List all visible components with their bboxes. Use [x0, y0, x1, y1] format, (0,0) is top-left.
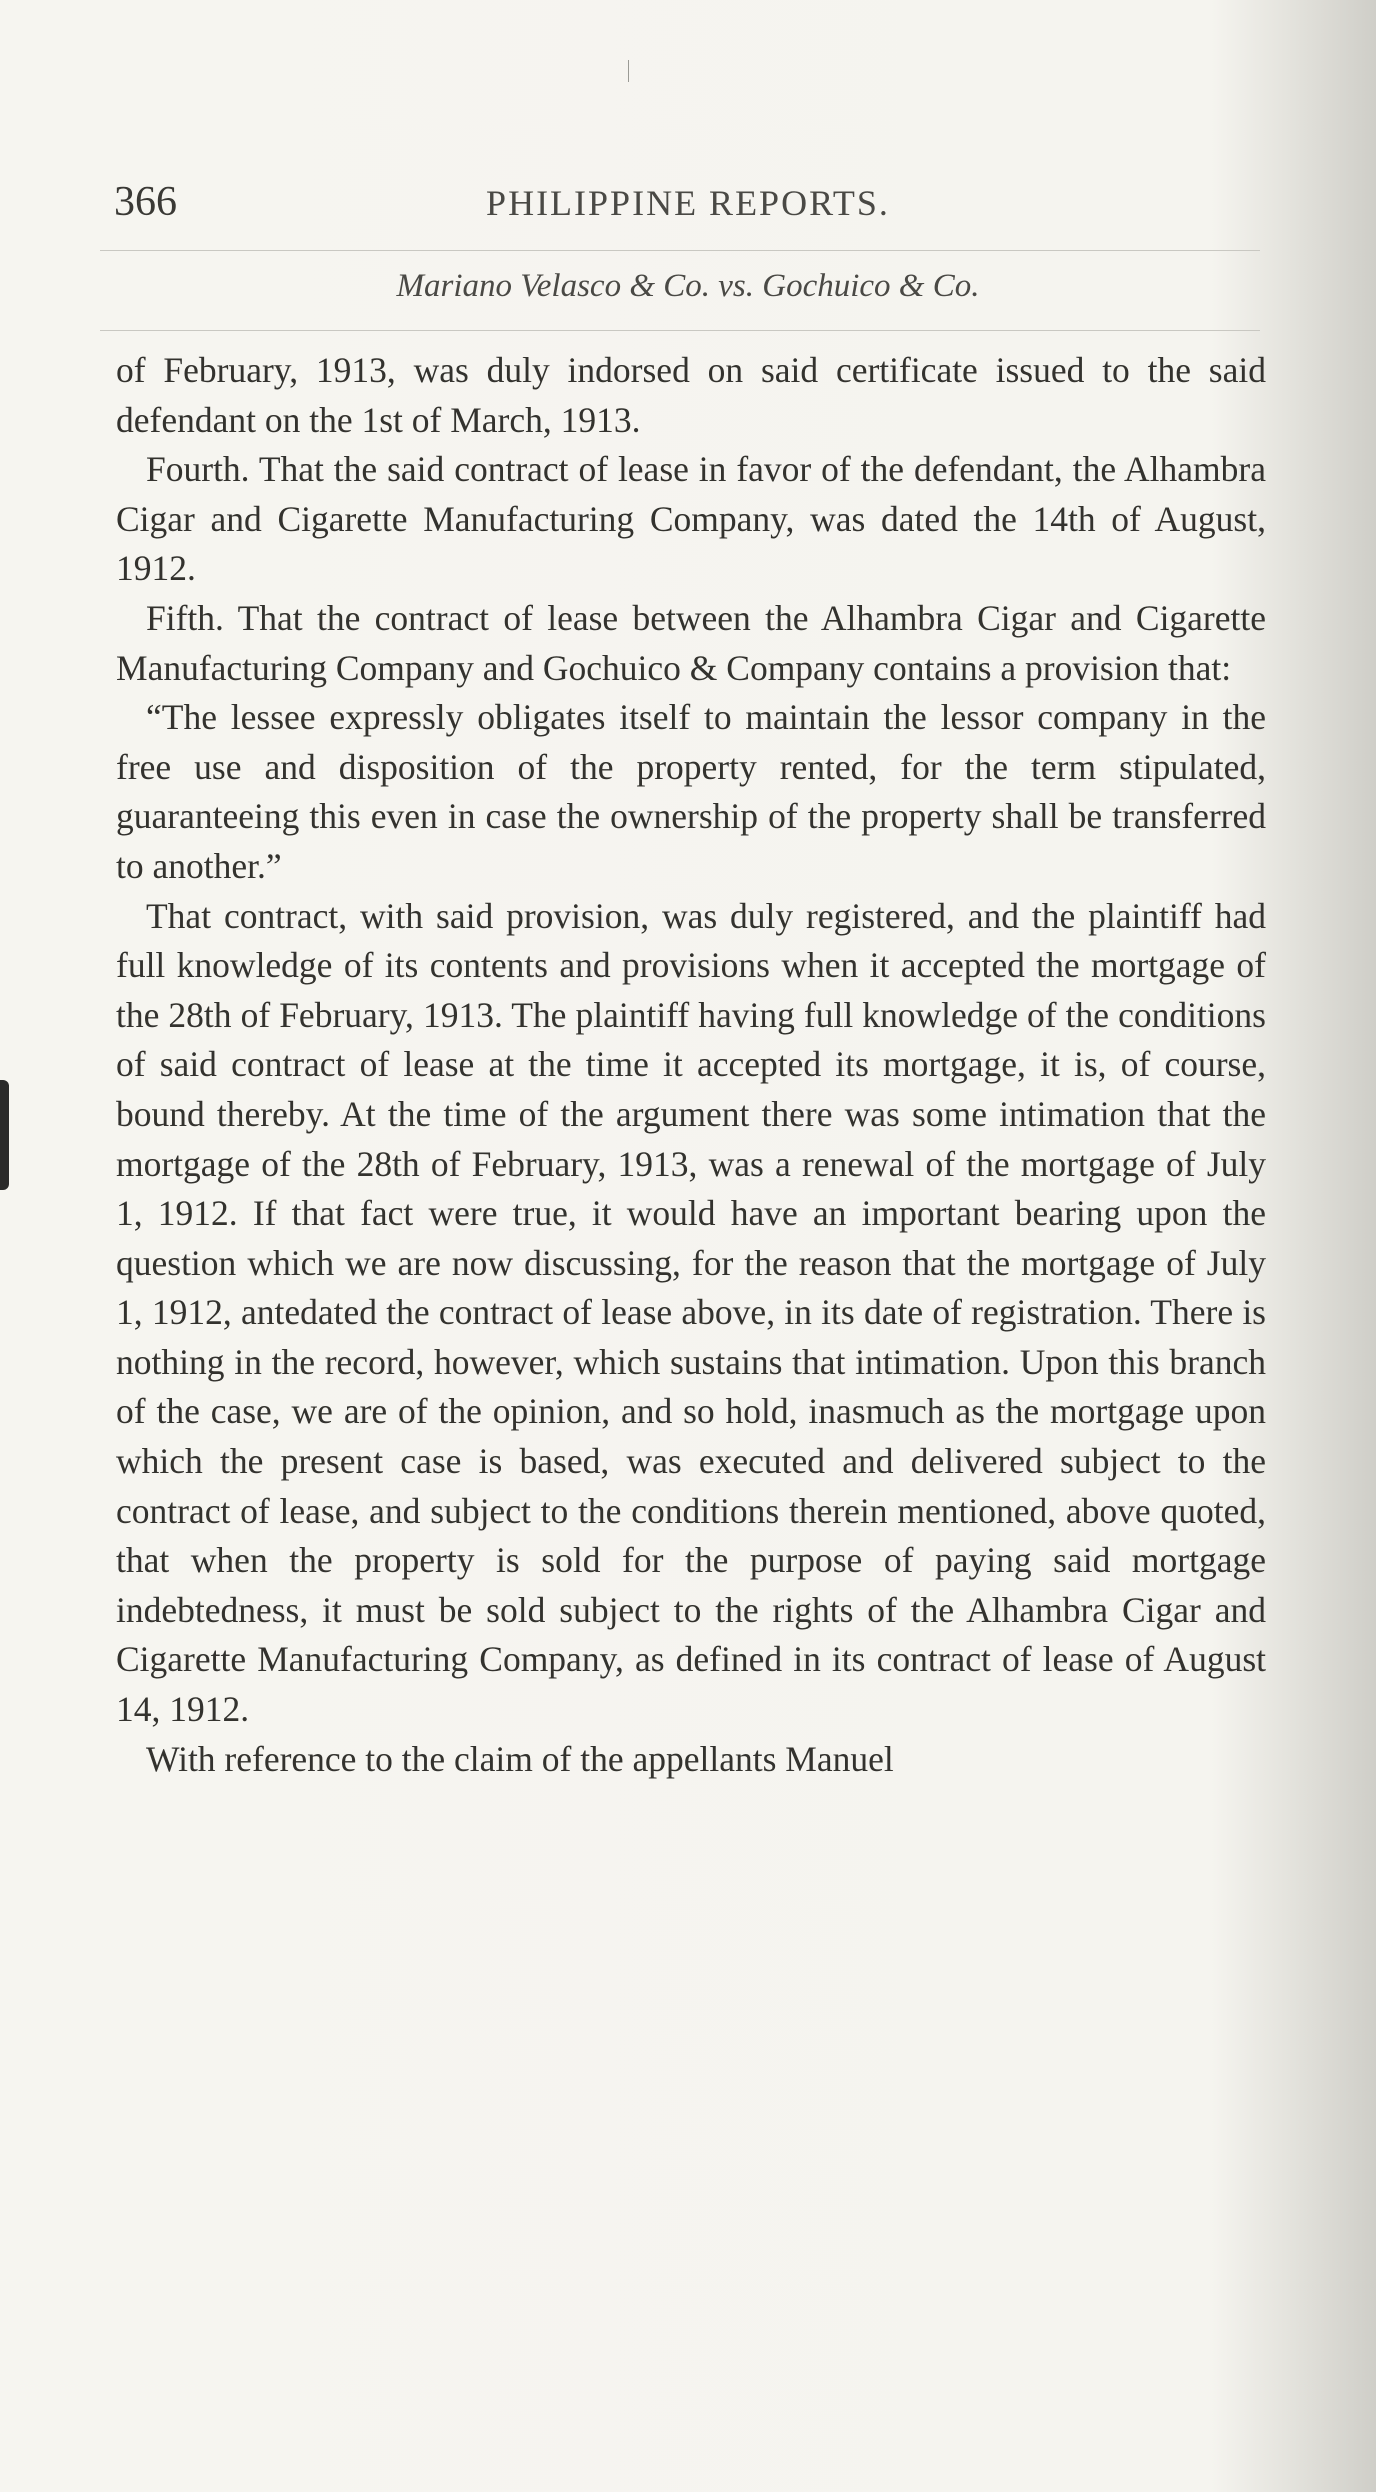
paragraph-appellants: With reference to the claim of the appellants Manuel — [146, 1738, 894, 1779]
page-number: 366 — [114, 179, 177, 225]
paragraph-quotation: “The lessee expressly obligates itself to maintain the lessor company in the free use and disposition of the property rented, for the term stipulated, guaranteeing this even in case the ownership of the property shall be transferred to another.” — [116, 697, 1266, 886]
page-header — [114, 178, 1262, 242]
case-title: Mariano Velasco & Co. vs. Gochuico & Co. — [396, 268, 980, 304]
paragraph-fourth: Fourth. That the said contract of lease in favor of the defendant, the Alhambra Cigar and Cigarette Manufacturing Company, was dated the 14th of August, 1912. — [116, 449, 1266, 589]
top-mark — [628, 60, 629, 82]
paragraph-continuation: of February, 1913, was duly indorsed on said certificate issued to the said defendant on the 1st of March, 1913. — [116, 350, 1266, 440]
header-rule — [100, 250, 1260, 251]
binding-shadow — [0, 1080, 9, 1190]
body-text — [116, 346, 1266, 1784]
paragraph-contract-registered: That contract, with said provision, was duly registered, and the plaintiff had full knowledge of its contents and provisions when it accepted the mortgage of the 28th of February, 1913. The plaintiff having full knowledge of the conditions of said contract of lease at the time it accepted its mortgage, it is, of course, bound thereby. At the time of the argument there was some intimation that the mortgage of the 28th of February, 1913, was a renewal of the mortgage of July 1, 1912. If that fact were true, it would have an important bearing upon the question which we are now discussing, for the reason that the mortgage of July 1, 1912, antedated the contract of lease above, in its date of registration. There is nothing in the record, however, which sustains that intimation. Upon this branch of the case, we are of the opinion, and so hold, inasmuch as the mortgage upon which the present case is based, was executed and delivered subject to the contract of lease, and subject to the conditions therein mentioned, above quoted, that when the property is sold for the purpose of paying said mortgage indebtedness, it must be sold subject to the rights of the Alhambra Cigar and Cigarette Manufacturing Company, as defined in its contract of lease of August 14, 1912. — [116, 895, 1266, 1730]
paragraph-fifth: Fifth. That the contract of lease between the Alhambra Cigar and Cigarette Manufacturing Company and Gochuico & Company contains a provision that: — [116, 597, 1266, 688]
running-head: PHILIPPINE REPORTS. — [486, 183, 890, 223]
title-rule — [100, 330, 1260, 331]
